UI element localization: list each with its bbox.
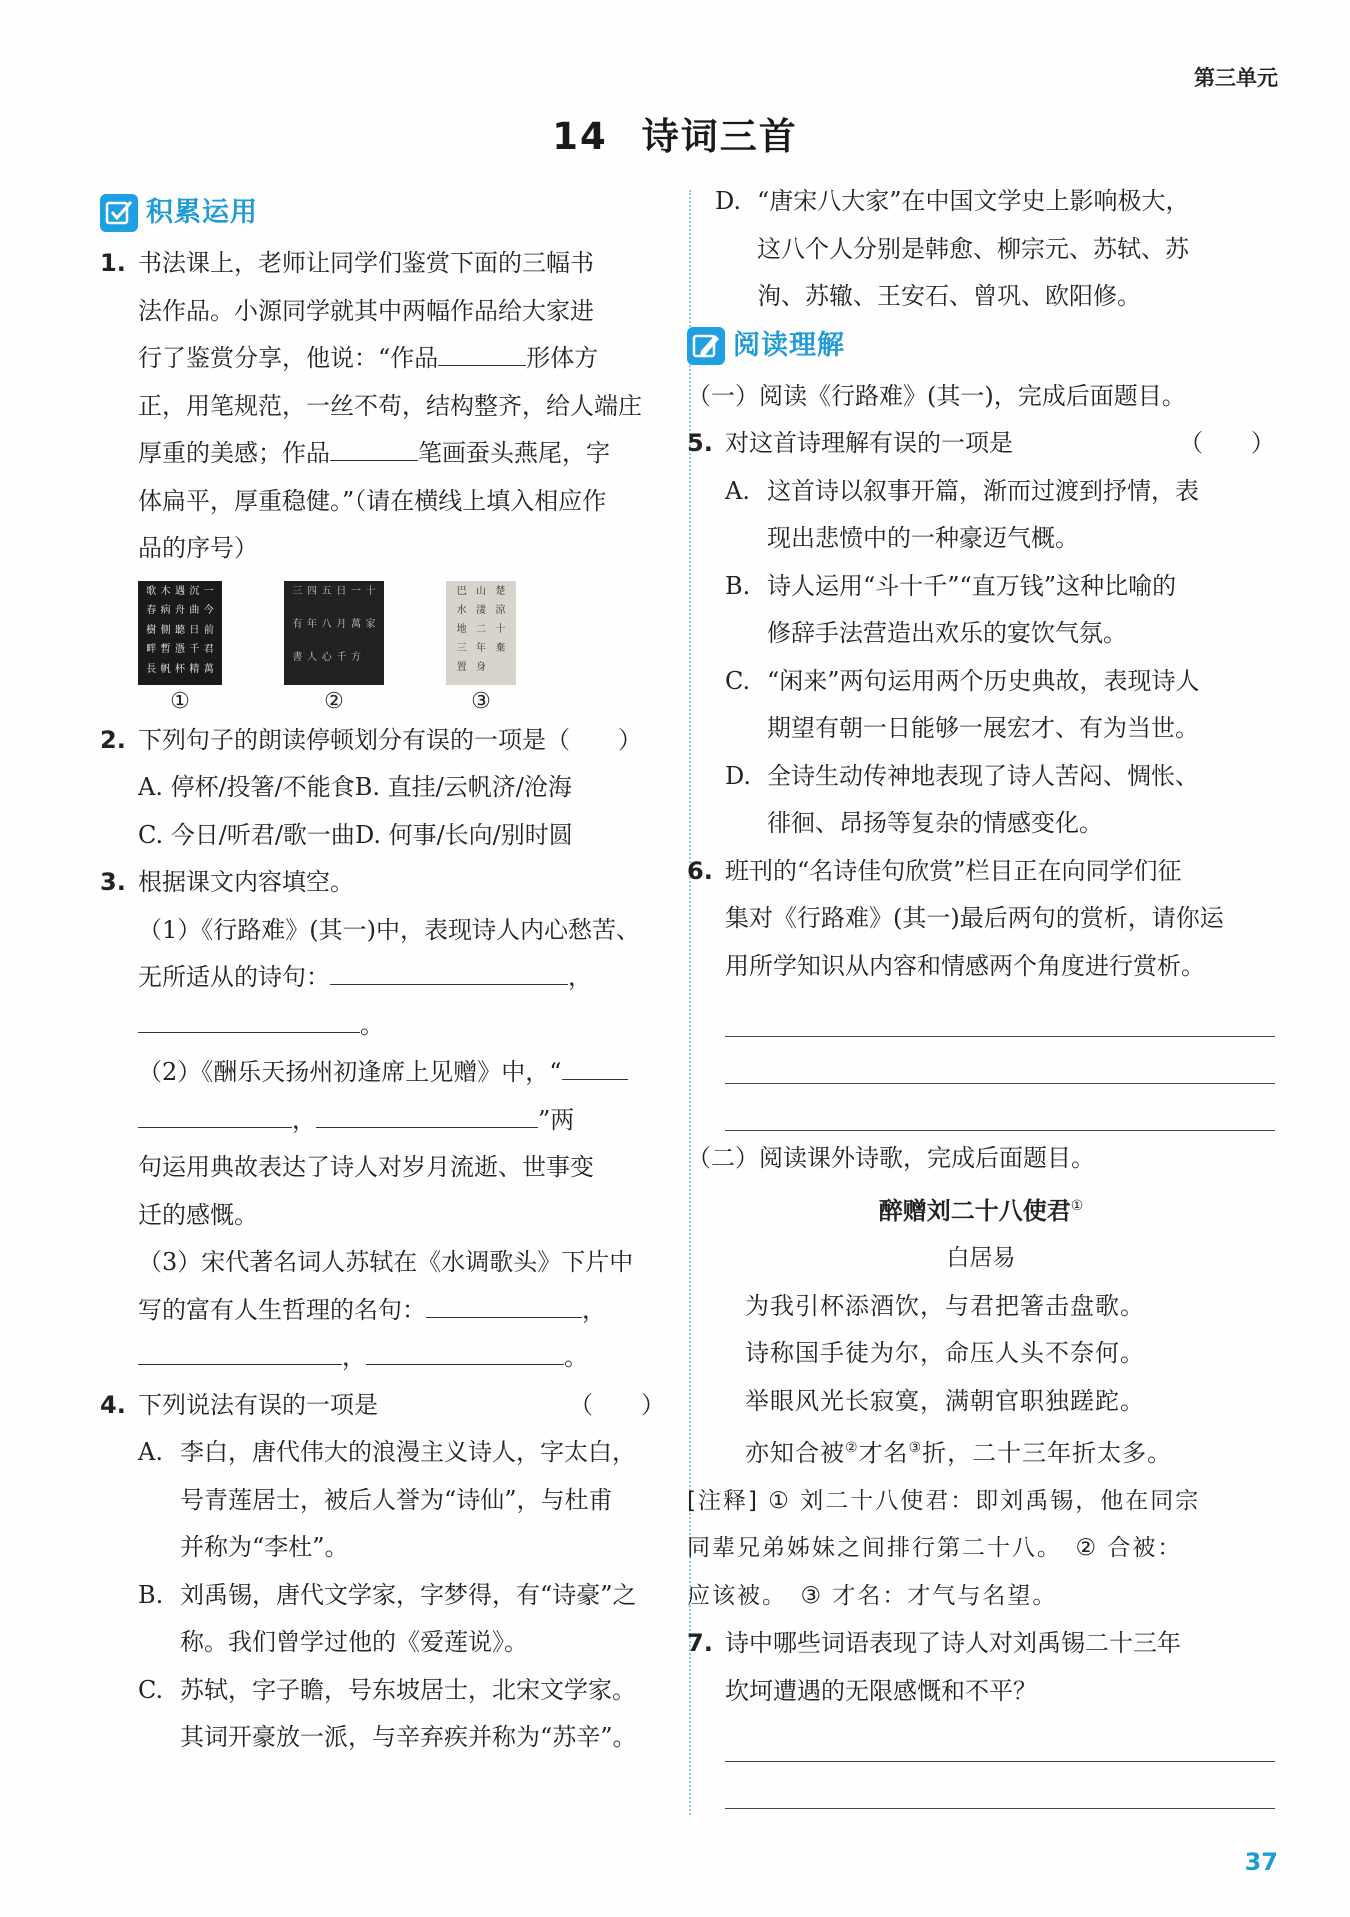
stem-text: 对这首诗理解有误的一项是 bbox=[725, 429, 1013, 457]
punctuation: 。 bbox=[360, 1010, 384, 1039]
option-text: 这首诗以叙事开篇，渐而过渡到抒情，表 bbox=[767, 476, 1199, 505]
poem-line bbox=[687, 1425, 1275, 1478]
calligraphy-glyph: 君 bbox=[203, 644, 214, 656]
text-fragment: 无所适从的诗句： bbox=[138, 963, 330, 991]
text-line: （3）宋代著名词人苏轼在《水调歌头》下片中 bbox=[138, 1248, 634, 1276]
text-line bbox=[138, 1334, 665, 1382]
calligraphy-glyph: 前 bbox=[203, 624, 214, 636]
option-label: D. bbox=[715, 187, 742, 215]
punctuation: 。 bbox=[564, 1343, 588, 1371]
footnote-mark: ③ bbox=[908, 1440, 923, 1456]
reading-intro: （二）阅读课外诗歌，完成后面题目。 bbox=[687, 1144, 1095, 1172]
calligraphy-glyph: 山 bbox=[475, 585, 486, 597]
calligraphy-glyph: 憑 bbox=[174, 644, 185, 656]
text-line bbox=[138, 335, 665, 383]
question-stem bbox=[138, 1382, 665, 1430]
option-text: 并称为“李杜”。 bbox=[180, 1533, 349, 1561]
calligraphy-images bbox=[138, 581, 665, 717]
calligraphy-glyph: 舟 bbox=[174, 605, 185, 617]
calligraphy-glyph: 三 bbox=[456, 643, 467, 655]
calligraphy-image-regular bbox=[138, 581, 222, 685]
fill-blank[interactable] bbox=[316, 1099, 538, 1128]
option-text: “唐宋八大家”在中国文学史上影响极大， bbox=[757, 187, 1190, 215]
calligraphy-glyph: 月 bbox=[336, 618, 347, 630]
question-1 bbox=[100, 240, 665, 573]
calligraphy-glyph: 病 bbox=[160, 605, 171, 617]
option-d[interactable]: D. 何事/长向/别时圆 bbox=[354, 820, 573, 849]
question-number: 6. bbox=[687, 856, 713, 885]
question-stem: 根据课文内容填空。 bbox=[138, 868, 354, 896]
text-line: 品的序号） bbox=[138, 534, 258, 562]
calligraphy-glyph: 巴 bbox=[456, 585, 467, 597]
text-line bbox=[138, 1049, 665, 1097]
question-2 bbox=[100, 717, 665, 860]
option-text: 刘禹锡，唐代文学家，字梦得，有“诗豪”之 bbox=[180, 1580, 637, 1609]
calligraphy-glyph: 置 bbox=[456, 662, 467, 674]
answer-line[interactable] bbox=[725, 990, 1275, 1037]
calligraphy-glyph: 歌 bbox=[146, 585, 157, 597]
calligraphy-glyph: 心 bbox=[321, 652, 332, 664]
calligraphy-glyph: 三 bbox=[292, 585, 303, 597]
calligraphy-image-cursive bbox=[446, 581, 516, 685]
calligraphy-glyph: 涼 bbox=[495, 604, 506, 616]
calligraphy-glyph: 身 bbox=[475, 662, 486, 674]
q5-option-b[interactable] bbox=[687, 563, 1275, 658]
q5-option-a[interactable] bbox=[687, 468, 1275, 563]
option-b[interactable]: B. 直挂/云帆济/沧海 bbox=[354, 773, 572, 801]
calligraphy-glyph: 有 bbox=[292, 618, 303, 630]
poem-title-text: 醉赠刘二十八使君 bbox=[878, 1196, 1071, 1225]
lesson-name: 诗词三首 bbox=[641, 115, 798, 158]
calligraphy-glyphs bbox=[452, 587, 510, 679]
poem-line: 为我引杯添酒饮，与君把箸击盘歌。 bbox=[745, 1291, 1145, 1320]
calligraphy-glyph: 方 bbox=[350, 652, 361, 664]
answer-paren[interactable]: （ ） bbox=[1179, 429, 1275, 457]
calligraphy-glyph: 日 bbox=[189, 624, 200, 636]
calligraphy-glyph: 年 bbox=[306, 618, 317, 630]
footnote-mark: ① bbox=[1070, 1197, 1084, 1214]
calligraphy-label: ② bbox=[324, 688, 344, 714]
answer-line[interactable] bbox=[725, 1037, 1275, 1084]
text-line bbox=[138, 1287, 665, 1335]
poem-line: 诗称国手徒为尔，命压人头不奈何。 bbox=[745, 1339, 1145, 1367]
calligraphy-glyph: 萬 bbox=[350, 618, 361, 630]
option-label: A. bbox=[725, 476, 750, 505]
calligraphy-glyph: 水 bbox=[456, 604, 467, 616]
calligraphy-glyph: 精 bbox=[189, 663, 200, 675]
poem-line: 举眼风光长寂寞，满朝官职独蹉跎。 bbox=[745, 1386, 1145, 1415]
option-label: B. bbox=[138, 1580, 164, 1609]
annotation-line: [注释] ① 刘二十八使君：即刘禹锡，他在同宗 bbox=[687, 1487, 1201, 1514]
punctuation: ， bbox=[342, 1343, 366, 1371]
calligraphy-label: ① bbox=[170, 688, 190, 714]
text-fragment: ”两 bbox=[538, 1105, 575, 1134]
answer-line[interactable] bbox=[725, 1715, 1275, 1762]
stem-text: 下列说法有误的一项是 bbox=[138, 1390, 378, 1419]
question-number: 3. bbox=[100, 868, 126, 896]
q4-option-b[interactable] bbox=[100, 1572, 665, 1667]
q4-option-c[interactable] bbox=[100, 1667, 665, 1762]
text-line bbox=[138, 1097, 665, 1145]
right-column bbox=[687, 178, 1275, 1809]
fill-blank[interactable] bbox=[438, 337, 526, 366]
text-fragment: 亦知合被 bbox=[745, 1439, 845, 1467]
calligraphy-glyph: 遇 bbox=[174, 585, 185, 597]
option-label: C. bbox=[138, 1675, 164, 1704]
q5-option-c[interactable] bbox=[687, 658, 1275, 753]
text-line bbox=[138, 1002, 665, 1050]
option-c[interactable]: C. 今日/听君/歌一曲 bbox=[138, 820, 355, 849]
fill-blank[interactable] bbox=[138, 1004, 360, 1033]
reading-1 bbox=[687, 373, 1275, 1810]
calligraphy-glyph: 帆 bbox=[160, 663, 171, 675]
option-text: 其词开豪放一派，与辛弃疾并称为“苏辛”。 bbox=[180, 1723, 637, 1751]
option-text: 洵、苏辙、王安石、曾巩、欧阳修。 bbox=[757, 282, 1141, 310]
option-text: 修辞手法营造出欢乐的宴饮气氛。 bbox=[767, 619, 1127, 647]
question-number: 7. bbox=[687, 1629, 713, 1657]
q4-option-d[interactable] bbox=[715, 178, 1275, 321]
option-text: 期望有朝一日能够一展宏才、有为当世。 bbox=[767, 714, 1199, 742]
text-line bbox=[138, 954, 665, 1002]
calligraphy-glyph: 十 bbox=[365, 585, 376, 597]
text-fragment: （2）《酬乐天扬州初逢席上见赠》中，“ bbox=[138, 1058, 562, 1086]
text-line: 正，用笔规范，一丝不苟，结构整齐，给人端庄 bbox=[138, 391, 642, 420]
option-text: 全诗生动传神地表现了诗人苦闷、惆怅、 bbox=[767, 761, 1199, 790]
calligraphy-glyphs bbox=[144, 587, 216, 679]
text-line: 法作品。小源同学就其中两幅作品给大家进 bbox=[138, 296, 594, 325]
answer-line[interactable] bbox=[725, 1762, 1275, 1809]
punctuation: ， bbox=[568, 963, 592, 991]
text-line: 班刊的“名诗佳句欣赏”栏目正在向同学们征 bbox=[725, 856, 1182, 885]
poem-author: 白居易 bbox=[946, 1245, 1016, 1271]
option-row bbox=[138, 764, 665, 812]
option-text: 现出悲愤中的一种豪迈气概。 bbox=[767, 524, 1079, 552]
calligraphy-glyph: 二 bbox=[475, 623, 486, 635]
calligraphy-glyph: 十 bbox=[495, 623, 506, 635]
calligraphy-glyph: 年 bbox=[475, 643, 486, 655]
question-number: 4. bbox=[100, 1390, 126, 1419]
question-number: 2. bbox=[100, 725, 126, 754]
text-line: 坎坷遭遇的无限感慨和不平？ bbox=[725, 1676, 1037, 1705]
text-line: （1）《行路难》(其一)中，表现诗人内心愁苦、 bbox=[138, 915, 640, 944]
punctuation: ， bbox=[582, 1295, 606, 1324]
calligraphy-glyph: 日 bbox=[336, 585, 347, 597]
calligraphy-glyph: 萬 bbox=[203, 663, 214, 675]
calligraphy-2 bbox=[284, 581, 384, 717]
option-label: A. bbox=[138, 1438, 163, 1466]
calligraphy-label: ③ bbox=[471, 688, 491, 714]
section-accumulate bbox=[100, 188, 665, 238]
question-3 bbox=[100, 859, 665, 1382]
calligraphy-glyph: 家 bbox=[365, 618, 376, 630]
option-label: C. bbox=[725, 666, 751, 695]
calligraphy-glyph: 暫 bbox=[160, 644, 171, 656]
question-stem bbox=[725, 420, 1275, 468]
calligraphy-glyph: 樹 bbox=[146, 624, 157, 636]
calligraphy-glyph: 一 bbox=[203, 585, 214, 597]
calligraphy-glyph: 曲 bbox=[189, 605, 200, 617]
calligraphy-glyph: 木 bbox=[160, 585, 171, 597]
calligraphy-glyph: 人 bbox=[306, 652, 317, 664]
text-fragment: 写的富有人生哲理的名句： bbox=[138, 1295, 426, 1324]
text-fragment: 才名 bbox=[858, 1439, 909, 1467]
text-fragment: 行了鉴赏分享，他说：“作品 bbox=[138, 344, 439, 372]
calligraphy-glyph: 今 bbox=[203, 605, 214, 617]
question-5 bbox=[687, 420, 1275, 468]
page-number: 37 bbox=[1244, 1848, 1278, 1876]
fill-blank[interactable] bbox=[426, 1289, 582, 1318]
calligraphy-glyph: 四 bbox=[306, 585, 317, 597]
option-row bbox=[138, 812, 665, 860]
question-7 bbox=[687, 1620, 1275, 1715]
calligraphy-glyph: 書 bbox=[292, 652, 303, 664]
question-6 bbox=[687, 848, 1275, 991]
option-a[interactable]: A. 停杯/投箸/不能食 bbox=[138, 773, 355, 801]
unit-header: 第三单元 bbox=[1194, 66, 1278, 90]
text-line: 书法课上，老师让同学们鉴赏下面的三幅书 bbox=[138, 249, 594, 277]
checkbox-icon bbox=[100, 194, 138, 232]
fill-blank[interactable] bbox=[330, 432, 418, 461]
pencil-icon bbox=[687, 327, 725, 365]
poem-title bbox=[687, 1183, 1275, 1236]
text-line: 迁的感慨。 bbox=[138, 1200, 258, 1229]
text-line: 集对《行路难》(其一)最后两句的赏析，请你运 bbox=[725, 904, 1224, 932]
question-number: 1. bbox=[100, 249, 126, 277]
option-text: 徘徊、昂扬等复杂的情感变化。 bbox=[767, 809, 1103, 837]
calligraphy-glyph: 八 bbox=[321, 618, 332, 630]
calligraphy-glyphs bbox=[290, 587, 378, 679]
calligraphy-glyph: 五 bbox=[321, 585, 332, 597]
calligraphy-glyph: 聽 bbox=[174, 624, 185, 636]
fill-blank[interactable] bbox=[366, 1336, 564, 1365]
lesson-title bbox=[0, 106, 1350, 160]
text-fragment: 折，二十三年折太多。 bbox=[922, 1439, 1173, 1467]
fill-blank[interactable] bbox=[138, 1336, 342, 1365]
calligraphy-glyph: 楚 bbox=[495, 585, 506, 597]
calligraphy-glyph: 棄 bbox=[495, 643, 506, 655]
option-label: D. bbox=[725, 761, 752, 790]
reading-intro: （一）阅读《行路难》(其一)，完成后面题目。 bbox=[687, 381, 1186, 410]
option-text: 李白，唐代伟大的浪漫主义诗人，字太白， bbox=[180, 1438, 636, 1466]
question-stem: 下列句子的朗读停顿划分有误的一项是（ ） bbox=[138, 725, 642, 754]
section-title: 阅读理解 bbox=[733, 329, 845, 361]
option-text: “闲来”两句运用两个历史典故，表现诗人 bbox=[767, 666, 1200, 695]
calligraphy-glyph: 一 bbox=[350, 585, 361, 597]
text-fragment: 厚重的美感；作品 bbox=[138, 439, 330, 467]
left-column bbox=[100, 188, 665, 1762]
option-text: 苏轼，字子瞻，号东坡居士，北宋文学家。 bbox=[180, 1675, 636, 1704]
calligraphy-glyph: 畔 bbox=[146, 644, 157, 656]
calligraphy-glyph: 千 bbox=[189, 644, 200, 656]
calligraphy-3 bbox=[446, 581, 516, 717]
question-number: 5. bbox=[687, 429, 713, 457]
text-line: 体扁平，厚重稳健。”（请在横线上填入相应作 bbox=[138, 486, 607, 515]
option-text: 号青莲居士，被后人誉为“诗仙”，与杜甫 bbox=[180, 1485, 613, 1514]
option-label: B. bbox=[725, 571, 751, 600]
text-line: 诗中哪些词语表现了诗人对刘禹锡二十三年 bbox=[725, 1629, 1181, 1657]
text-line bbox=[138, 430, 665, 478]
calligraphy-glyph: 杯 bbox=[174, 663, 185, 675]
text-fragment: 笔画蚕头燕尾，字 bbox=[418, 439, 610, 467]
calligraphy-image-clerical bbox=[284, 581, 384, 685]
calligraphy-glyph: 千 bbox=[336, 652, 347, 664]
question-4 bbox=[100, 1382, 665, 1430]
annotation-line: 同辈兄弟姊妹之间排行第二十八。 ② 合被： bbox=[687, 1535, 1183, 1561]
annotation-line: 应该被。 ③ 才名：才气与名望。 bbox=[687, 1582, 1058, 1609]
text-line: 句运用典故表达了诗人对岁月流逝、世事变 bbox=[138, 1153, 594, 1181]
option-text: 这八个人分别是韩愈、柳宗元、苏轼、苏 bbox=[757, 234, 1189, 263]
calligraphy-glyph: 春 bbox=[146, 605, 157, 617]
section-reading bbox=[687, 321, 1275, 371]
q5-option-d[interactable] bbox=[687, 753, 1275, 848]
punctuation: ， bbox=[292, 1105, 316, 1134]
fill-blank[interactable] bbox=[330, 956, 568, 985]
fill-blank[interactable] bbox=[138, 1099, 292, 1128]
lesson-number: 14 bbox=[552, 115, 608, 158]
text-fragment: 形体方 bbox=[526, 344, 599, 372]
footnote-mark: ② bbox=[845, 1440, 859, 1456]
fill-blank[interactable] bbox=[562, 1051, 628, 1080]
calligraphy-glyph: 長 bbox=[146, 663, 157, 675]
answer-paren[interactable]: （ ） bbox=[569, 1390, 665, 1419]
calligraphy-glyph: 淒 bbox=[475, 604, 486, 616]
section-title: 积累运用 bbox=[146, 197, 258, 229]
calligraphy-glyph: 地 bbox=[456, 623, 467, 635]
option-text: 称。我们曾学过他的《爱莲说》。 bbox=[180, 1628, 528, 1656]
answer-line[interactable] bbox=[725, 1084, 1275, 1131]
q4-option-a[interactable] bbox=[100, 1429, 665, 1572]
calligraphy-1 bbox=[138, 581, 222, 717]
calligraphy-glyph: 側 bbox=[160, 624, 171, 636]
text-line: 用所学知识从内容和情感两个角度进行赏析。 bbox=[725, 951, 1205, 980]
option-text: 诗人运用“斗十千”“直万钱”这种比喻的 bbox=[767, 571, 1177, 600]
calligraphy-glyph: 沉 bbox=[189, 585, 200, 597]
